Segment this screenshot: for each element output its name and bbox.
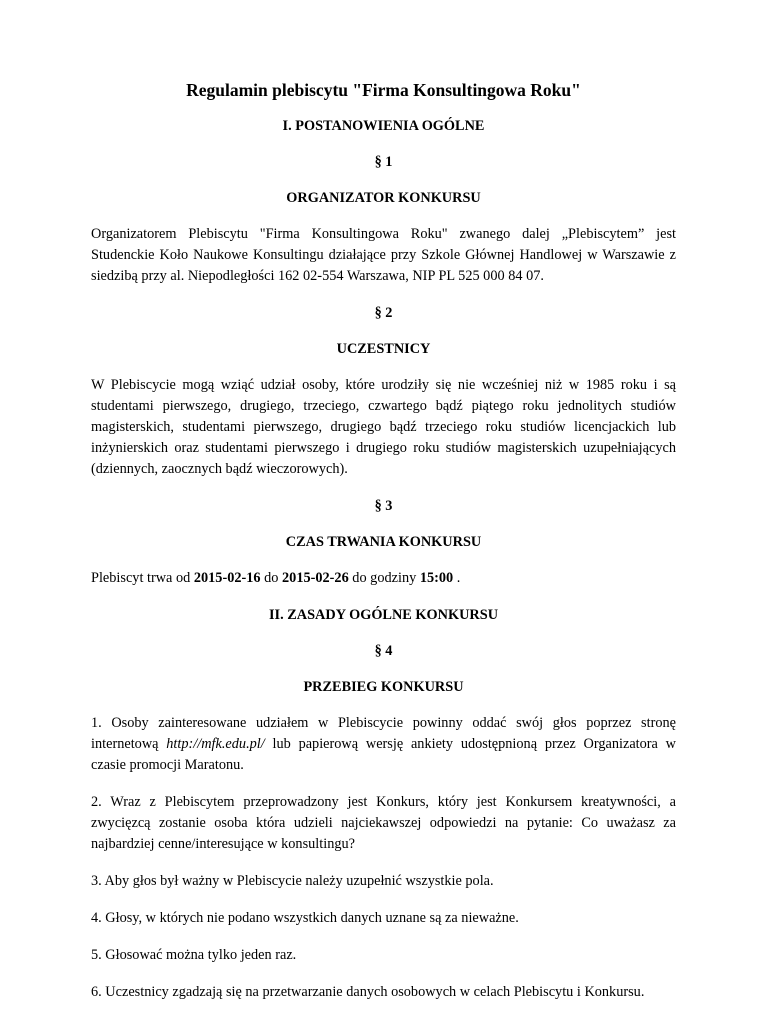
duration-text-to: do	[260, 570, 283, 586]
paragraph-title-organizer: ORGANIZATOR KONKURSU	[286, 190, 481, 206]
paragraph-title-duration: CZAS TRWANIA KONKURSU	[285, 534, 482, 550]
document-title: Regulamin plebiscytu "Firma Konsultingowa Roku"	[186, 80, 581, 100]
rule-item-6: 6. Uczestnicy zgadzają się na przetwarzanie danych osobowych w celach Plebiscytu i Konkursu.	[91, 984, 645, 1000]
paragraph-text-duration	[91, 568, 676, 589]
rule-item-1-text-start: 1. Osoby zainteresowane udziałem w Plebiscycie powinny oddać swój głos poprzez stronę internetową	[91, 715, 676, 752]
duration-text-until: do godziny	[348, 570, 420, 586]
rule-item-4: 4. Głosy, w których nie podano wszystkich danych uznane są za nieważne.	[91, 910, 519, 926]
date-start: 2015-02-16	[193, 570, 261, 586]
end-time: 15:00	[419, 570, 454, 586]
paragraph-title-participants: UCZESTNICY	[336, 341, 431, 357]
document-content	[91, 79, 676, 1019]
rule-item-3: 3. Aby głos był ważny w Plebiscycie należy uzupełnić wszystkie pola.	[91, 873, 494, 889]
date-end: 2015-02-26	[282, 570, 349, 586]
rule-item-1	[91, 713, 676, 776]
paragraph-symbol-2: § 2	[374, 305, 393, 321]
paragraph-symbol-1: § 1	[374, 154, 393, 170]
section-heading-general: I. POSTANOWIENIA OGÓLNE	[282, 118, 485, 134]
paragraph-title-course: PRZEBIEG KONKURSU	[303, 679, 464, 695]
paragraph-symbol-4: § 4	[374, 643, 393, 659]
rule-item-2: 2. Wraz z Plebiscytem przeprowadzony jest Konkurs, który jest Konkursem kreatywności, a zwycięzcą zostanie osoba która udzieli najciekawszej odpowiedzi na pytanie: Co uważasz za najbardziej cenne/interesujące w konsultingu?	[91, 794, 676, 852]
paragraph-symbol-3: § 3	[374, 498, 393, 514]
paragraph-text-participants: W Plebiscycie mogą wziąć udział osoby, które urodziły się nie wcześniej niż w 1985 roku i są studentami pierwszego, drugiego, trzeciego, czwartego bądź piątego roku jednolitych studiów magisterskich, studentami pierwszego, drugiego bądź trzeciego roku studiów licencjackich lub inżynierskich oraz studentami pierwszego i drugiego roku studiów magisterskich uzupełniających (dziennych, zaocznych bądź wieczorowych).	[91, 377, 676, 477]
rule-item-5: 5. Głosować można tylko jeden raz.	[91, 947, 297, 963]
rule-item-1-text-end: lub papierową wersję ankiety udostępnioną przez Organizatora w czasie promocji Maratonu.	[91, 736, 676, 773]
website-link[interactable]: http://mfk.edu.pl/	[166, 736, 265, 752]
duration-text-start: Plebiscyt trwa od	[91, 570, 194, 586]
paragraph-text-organizer: Organizatorem Plebiscytu "Firma Konsultingowa Roku" zwanego dalej „Plebiscytem” jest Studenckie Koło Naukowe Konsultingu działające przy Szkole Głównej Handlowej w Warszawie z siedzibą przy al. Niepodległości 162 02-554 Warszawa, NIP PL 525 000 84 07.	[91, 226, 676, 284]
section-heading-rules: II. ZASADY OGÓLNE KONKURSU	[268, 607, 499, 623]
duration-text-end: .	[453, 570, 461, 586]
